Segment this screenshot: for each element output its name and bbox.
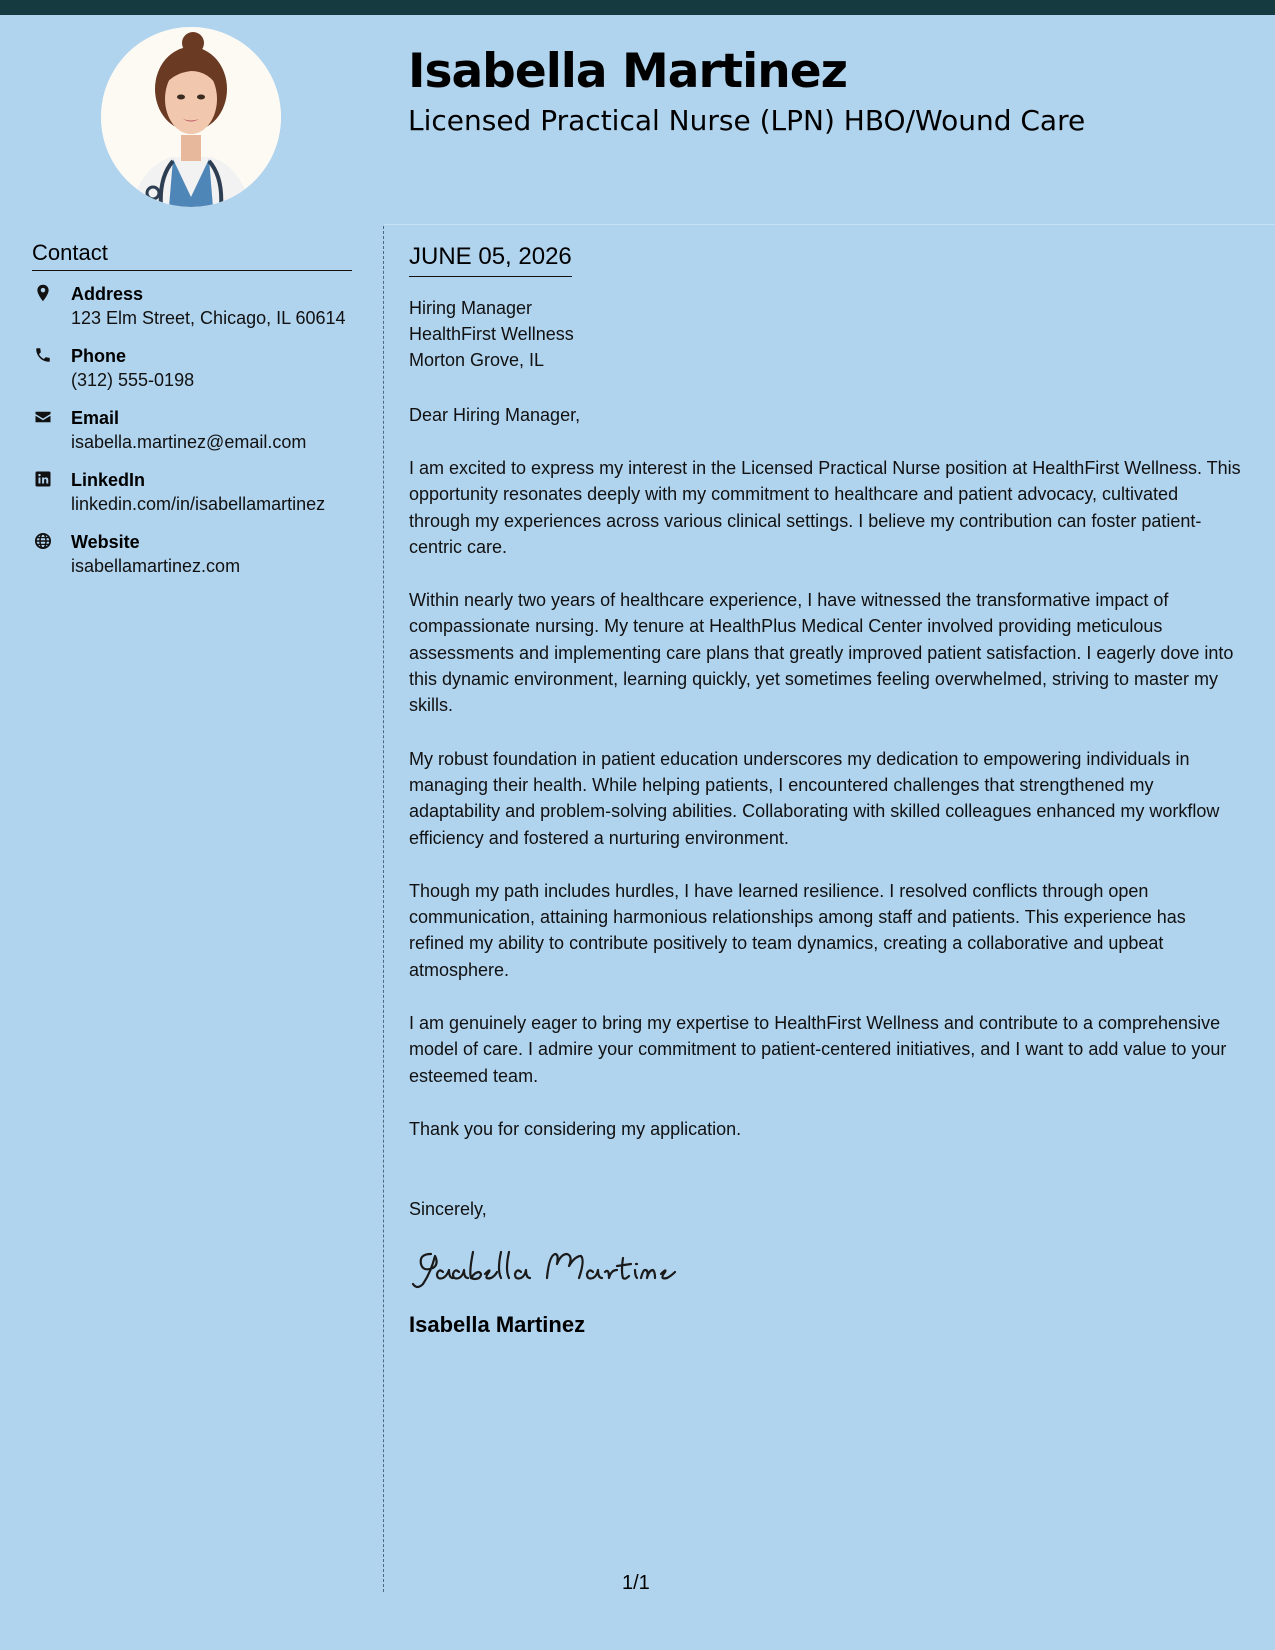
letter-body [409, 243, 1241, 1338]
recipient-line: Morton Grove, IL [409, 350, 545, 370]
body-paragraph: I am excited to express my interest in the Licensed Practical Nurse position at HealthFirst Wellness. This opportunity resonates deeply with my commitment to healthcare and patient advocacy, cultivated through my experiences across various clinical settings. I believe my contribution can foster patient-centric care. [409, 458, 1241, 557]
contact-address [32, 283, 352, 331]
contact-label: Address [71, 284, 144, 304]
body-paragraph: I am genuinely eager to bring my expertise to HealthFirst Wellness and contribute to a comprehensive model of care. I admire your commitment to patient-centered initiatives, and I want to add value to your esteemed team. [409, 1013, 1227, 1086]
salutation: Dear Hiring Manager, [409, 405, 581, 425]
contact-label: Phone [71, 346, 127, 366]
body-paragraph: Though my path includes hurdles, I have learned resilience. I resolved conflicts through open communication, attaining harmonious relationships among staff and patients. This experience has refined my ability to contribute positively to team dynamics, creating a collaborative and upbeat atmosphere. [409, 880, 1186, 980]
contact-value[interactable]: linkedin.com/in/isabellamartinez [71, 494, 326, 514]
page-number: 1/1 [622, 1572, 650, 1594]
contact-website [32, 531, 352, 579]
profile-photo [101, 27, 281, 207]
contact-value[interactable]: isabella.martinez@email.com [71, 432, 307, 452]
contact-value: (312) 555-0198 [71, 370, 195, 390]
letter-date: JUNE 05, 2026 [409, 243, 572, 277]
header-divider [384, 224, 1275, 225]
body-paragraph: Within nearly two years of healthcare experience, I have witnessed the transformative impact of compassionate nursing. My tenure at HealthPlus Medical Center involved providing meticulous assessments and implementing care plans that greatly improved patient satisfaction. I eagerly dove into this dynamic environment, learning quickly, yet sometimes feeling overwhelmed, striving to master my skills. [409, 590, 1234, 716]
contact-value: 123 Elm Street, Chicago, IL 60614 [71, 308, 346, 328]
contact-sidebar [32, 240, 352, 593]
contact-linkedin [32, 469, 352, 517]
body-paragraph: Thank you for considering my application. [409, 1118, 742, 1139]
globe-icon [34, 532, 52, 550]
map-pin-icon [34, 284, 52, 302]
handwritten-signature [409, 1242, 679, 1294]
recipient-line: Hiring Manager [409, 298, 533, 318]
closing: Sincerely, [409, 1199, 487, 1220]
contact-phone [32, 345, 352, 393]
body-paragraph: My robust foundation in patient education underscores my dedication to empowering individuals in managing their health. While helping patients, I encountered challenges that strengthened my adaptability and problem-solving abilities. Collaborating with skilled colleagues enhanced my workflow efficiency and fostered a nurturing environment. [409, 748, 1220, 848]
contact-email [32, 407, 352, 455]
contact-label: Website [71, 532, 140, 552]
recipient-block [409, 295, 1241, 373]
job-title: Licensed Practical Nurse (LPN) HBO/Wound Care [408, 104, 1086, 137]
linkedin-icon [34, 470, 52, 488]
recipient-line: HealthFirst Wellness [409, 324, 574, 344]
contact-heading: Contact [32, 240, 352, 271]
contact-label: LinkedIn [71, 470, 146, 490]
signer-name: Isabella Martinez [409, 1312, 586, 1338]
envelope-icon [34, 408, 52, 426]
top-bar [0, 0, 1275, 15]
column-divider [383, 226, 384, 1592]
applicant-name: Isabella Martinez [408, 44, 847, 99]
phone-icon [34, 346, 52, 364]
contact-value[interactable]: isabellamartinez.com [71, 556, 241, 576]
contact-label: Email [71, 408, 120, 428]
